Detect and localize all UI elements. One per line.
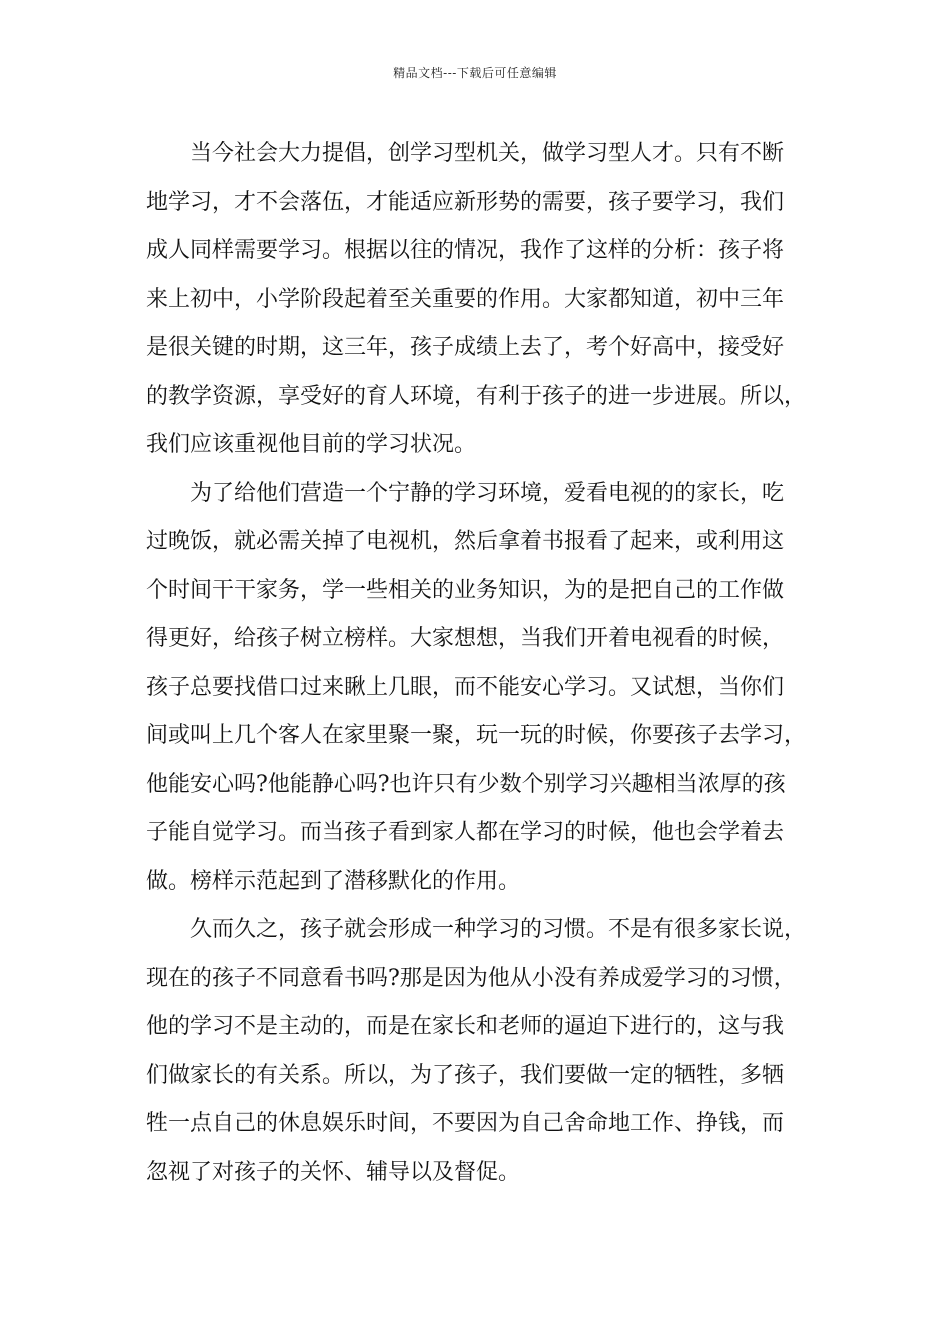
text-line: 间或叫上几个客人在家里聚一聚，玩一玩的时候，你要孩子去学习， [146,723,807,748]
text-line: 来上初中，小学阶段起着至关重要的作用。大家都知道，初中三年 [146,286,785,312]
text-line: 得更好，给孩子树立榜样。大家想想，当我们开着电视看的时候， [146,626,785,651]
text-line: 个时间干干家务，学一些相关的业务知识，为的是把自己的工作做 [146,577,785,603]
text-line: 久而久之，孩子就会形成一种学习的习惯。不是有很多家长说， [190,917,807,942]
paragraph-2 [146,470,826,907]
page-header: 精品文档---下载后可任意编辑 [393,66,557,80]
text-line: 为了给他们营造一个宁静的学习环境，爱看电视的的家长，吃 [190,480,785,506]
text-line: 过晚饭，就必需关掉了电视机，然后拿着书报看了起来，或利用这 [146,529,785,554]
paragraph-1 [146,130,826,470]
text-line: 我们应该重视他目前的学习状况。 [146,432,477,457]
document-body [146,130,826,1197]
text-line: 他能安心吗?他能静心吗?也许只有少数个别学习兴趣相当浓厚的孩 [146,771,786,797]
text-line: 子能自觉学习。而当孩子看到家人都在学习的时候，他也会学着去 [146,820,785,845]
paragraph-3 [146,906,826,1197]
text-line: 现在的孩子不同意看书吗?那是因为他从小没有养成爱学习的习惯， [146,965,796,991]
text-line: 是很关键的时期，这三年，孩子成绩上去了，考个好高中，接受好 [146,335,785,360]
text-line: 地学习，才不会落伍，才能适应新形势的需要，孩子要学习，我们 [146,189,785,215]
text-line: 当今社会大力提倡，创学习型机关，做学习型人才。只有不断 [190,141,785,166]
text-line: 做。榜样示范起到了潜移默化的作用。 [146,868,521,894]
text-line: 牲一点自己的休息娱乐时间，不要因为自己舍命地工作、挣钱，而 [146,1111,785,1136]
text-line: 们做家长的有关系。所以，为了孩子，我们要做一定的牺牲，多牺 [146,1062,785,1088]
text-line: 的教学资源，享受好的育人环境，有利于孩子的进一步进展。所以， [146,383,807,409]
text-line: 孩子总要找借口过来瞅上几眼，而不能安心学习。又试想，当你们 [146,674,785,700]
text-line: 他的学习不是主动的，而是在家长和老师的逼迫下进行的，这与我 [146,1014,785,1039]
text-line: 忽视了对孩子的关怀、辅导以及督促。 [146,1159,521,1185]
text-line: 成人同样需要学习。根据以往的情况，我作了这样的分析：孩子将 [146,238,785,263]
